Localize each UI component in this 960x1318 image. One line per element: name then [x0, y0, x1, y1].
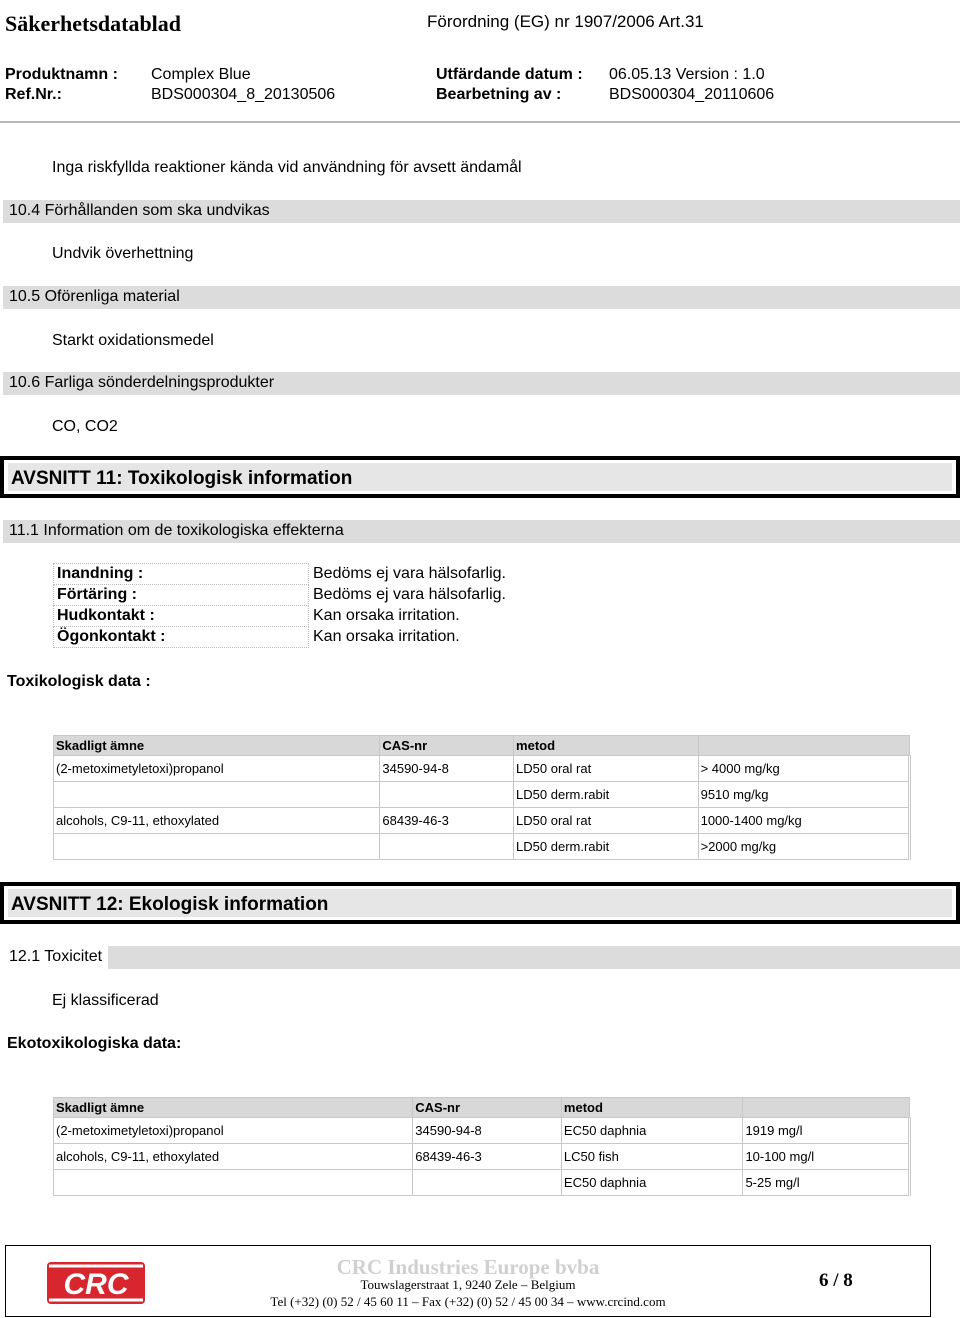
- conditions-text: Undvik överhettning: [52, 245, 194, 262]
- decomposition-text: CO, CO2: [52, 418, 118, 435]
- table-cell: [54, 1170, 413, 1196]
- subsection-10-4-heading: 10.4 Förhållanden som ska undvikas: [3, 200, 960, 223]
- subsection-11-1-heading: 11.1 Information om de toxikologiska effekterna: [3, 520, 960, 543]
- table-row: [54, 782, 910, 808]
- column-header: CAS-nr: [380, 736, 514, 756]
- table-cell: EC50 daphnia: [561, 1118, 743, 1144]
- effect-value: Kan orsaka irritation.: [313, 628, 460, 645]
- table-cell: LD50 derm.rabit: [514, 782, 699, 808]
- table-row: [54, 1118, 910, 1144]
- table-cell: [380, 834, 514, 860]
- column-header: [743, 1098, 910, 1118]
- table-row: [54, 1170, 910, 1196]
- toxicity-text: Ej klassificerad: [52, 992, 159, 1009]
- product-value: Complex Blue: [151, 66, 251, 83]
- issued-value: 06.05.13 Version : 1.0: [609, 66, 765, 83]
- reactions-text: Inga riskfyllda reaktioner kända vid användning för avsett ändamål: [52, 159, 522, 176]
- table-cell: 68439-46-3: [413, 1144, 562, 1170]
- table-cell: 1000-1400 mg/kg: [698, 808, 909, 834]
- incompatible-text: Starkt oxidationsmedel: [52, 332, 214, 349]
- section-12-header: [0, 882, 960, 924]
- table-cell: (2-metoximetyletoxi)propanol: [54, 756, 380, 782]
- table-row: [54, 1144, 910, 1170]
- table-cell: 1919 mg/l: [743, 1118, 910, 1144]
- regulation-text: Förordning (EG) nr 1907/2006 Art.31: [427, 12, 704, 31]
- effect-label: Inandning :: [54, 564, 309, 585]
- tox-data-label: Toxikologisk data :: [7, 673, 151, 690]
- document-title: Säkerhetsdatablad: [5, 11, 182, 36]
- table-header-row: [54, 736, 910, 756]
- effect-row: [54, 606, 510, 627]
- column-header: CAS-nr: [413, 1098, 562, 1118]
- product-label: Produktnamn :: [5, 66, 118, 83]
- company-address: Touwslagerstraat 1, 9240 Zele – Belgium: [360, 1277, 576, 1292]
- table-cell: LD50 oral rat: [514, 808, 699, 834]
- effect-value: Bedöms ej vara hälsofarlig.: [313, 565, 506, 582]
- table-cell: 34590-94-8: [380, 756, 514, 782]
- table-cell: LD50 oral rat: [514, 756, 699, 782]
- table-cell: 34590-94-8: [413, 1118, 562, 1144]
- page-number: 6 / 8: [819, 1270, 853, 1291]
- table-cell: > 4000 mg/kg: [698, 756, 909, 782]
- effect-row: [54, 564, 510, 585]
- table-cell: alcohols, C9-11, ethoxylated: [54, 808, 380, 834]
- issued-label: Utfärdande datum :: [436, 66, 583, 83]
- table-row: [54, 834, 910, 860]
- eco-data-table: [53, 1097, 911, 1196]
- table-cell: [54, 834, 380, 860]
- table-cell: 9510 mg/kg: [698, 782, 909, 808]
- company-name: CRC Industries Europe bvba: [336, 1255, 600, 1279]
- table-row: [54, 808, 910, 834]
- tox-data-table: [53, 735, 911, 860]
- company-contact: Tel (+32) (0) 52 / 45 60 11 – Fax (+32) (0) 52 / 45 00 34 – www.crcind.com: [270, 1294, 666, 1309]
- table-cell: [54, 782, 380, 808]
- table-cell: LC50 fish: [561, 1144, 743, 1170]
- processed-label: Bearbetning av :: [436, 86, 562, 103]
- eco-data-label: Ekotoxikologiska data:: [7, 1035, 182, 1052]
- table-header-row: [54, 1098, 910, 1118]
- section-11-header: [0, 456, 960, 498]
- effect-label: Hudkontakt :: [54, 606, 309, 627]
- table-cell: 68439-46-3: [380, 808, 514, 834]
- section-12-title: AVSNITT 12: Ekologisk information: [8, 889, 952, 917]
- table-row: [54, 756, 910, 782]
- column-header: Skadligt ämne: [54, 1098, 413, 1118]
- column-header: Skadligt ämne: [54, 736, 380, 756]
- table-cell: LD50 derm.rabit: [514, 834, 699, 860]
- table-cell: 10-100 mg/l: [743, 1144, 910, 1170]
- processed-value: BDS000304_20110606: [609, 86, 775, 103]
- document-header: [0, 0, 960, 123]
- effect-value: Bedöms ej vara hälsofarlig.: [313, 586, 506, 603]
- table-cell: (2-metoximetyletoxi)propanol: [54, 1118, 413, 1144]
- subsection-12-1-band: [3, 946, 960, 969]
- table-cell: [380, 782, 514, 808]
- column-header: [698, 736, 909, 756]
- column-header: metod: [514, 736, 699, 756]
- logo-text: CRC: [63, 1268, 129, 1301]
- effect-label: Förtäring :: [54, 585, 309, 606]
- ref-label: Ref.Nr.:: [5, 86, 62, 103]
- effect-label: Ögonkontakt :: [54, 627, 309, 648]
- effects-table: [53, 563, 510, 648]
- table-cell: [413, 1170, 562, 1196]
- table-cell: >2000 mg/kg: [698, 834, 909, 860]
- subsection-10-5-heading: 10.5 Oförenliga material: [3, 286, 960, 309]
- effect-row: [54, 627, 510, 648]
- table-cell: alcohols, C9-11, ethoxylated: [54, 1144, 413, 1170]
- subsection-10-6-heading: 10.6 Farliga sönderdelningsprodukter: [3, 372, 960, 395]
- ref-value: BDS000304_8_20130506: [151, 86, 336, 103]
- subsection-12-1-heading: 12.1 Toxicitet: [3, 946, 108, 969]
- effect-value: Kan orsaka irritation.: [313, 607, 460, 624]
- section-11-title: AVSNITT 11: Toxikologisk information: [8, 463, 952, 491]
- effect-row: [54, 585, 510, 606]
- column-header: metod: [561, 1098, 743, 1118]
- table-cell: EC50 daphnia: [561, 1170, 743, 1196]
- page-footer: [5, 1245, 931, 1317]
- table-cell: 5-25 mg/l: [743, 1170, 910, 1196]
